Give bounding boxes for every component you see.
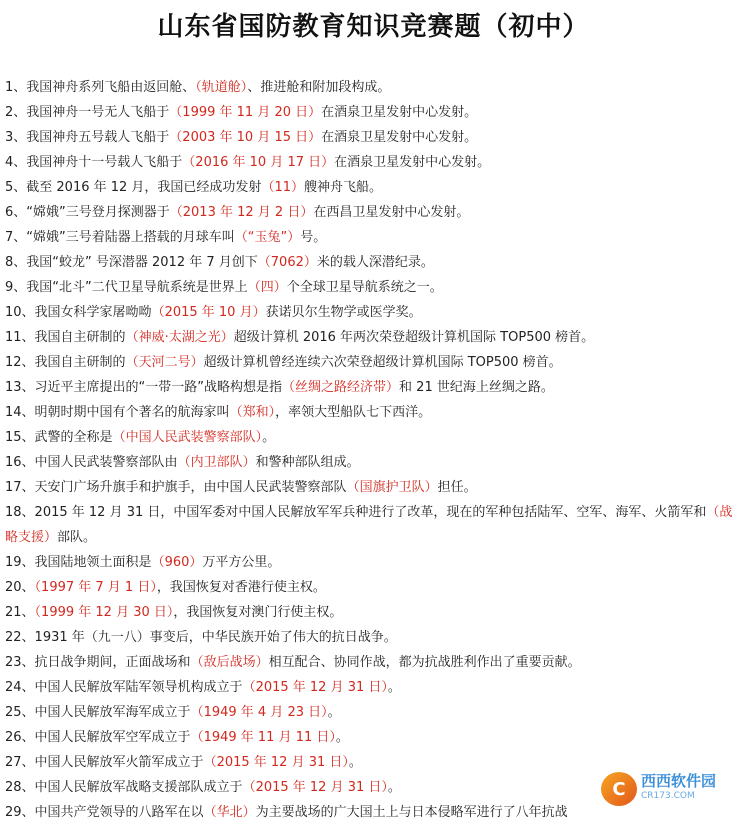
- question-text: 我国神舟五号载人飞船于: [26, 130, 170, 145]
- question-text: 我国神舟十一号载人飞船于: [26, 155, 183, 170]
- question-text: 中国人民解放军海军成立于: [34, 705, 191, 720]
- answer-text: （1949 年 4 月 23 日）: [190, 705, 328, 720]
- question-number: 7、: [5, 230, 27, 245]
- answer-text: （1999 年 11 月 20 日）: [169, 105, 322, 120]
- question-text-tail: 在酒泉卫星发射中心发射。: [334, 155, 491, 170]
- question-item: [5, 75, 741, 100]
- question-text-tail: 超级计算机 2016 年两次荣登超级计算机国际 TOP500 榜首。: [233, 330, 595, 345]
- question-number: 5、: [5, 180, 27, 195]
- question-item: [5, 375, 741, 400]
- question-text-tail: 在酒泉卫星发射中心发射。: [321, 130, 478, 145]
- answer-text: （四）: [247, 280, 287, 295]
- question-item: [5, 500, 741, 550]
- question-text: “嫦娥”三号着陆器上搭载的月球车叫: [26, 230, 235, 245]
- answer-text: （960）: [151, 555, 203, 570]
- answer-text: （战略支援）: [5, 505, 733, 545]
- answer-text: （2013 年 12 月 2 日）: [169, 205, 314, 220]
- question-text-tail: 。: [262, 430, 276, 445]
- question-number: 16、: [5, 455, 35, 470]
- question-text: 武警的全称是: [34, 430, 113, 445]
- question-item: [5, 125, 741, 150]
- question-text-tail: 为主要战场的广大国土上与日本侵略军进行了八年抗战: [255, 805, 568, 820]
- answer-text: （2015 年 12 月 31 日）: [203, 755, 349, 770]
- question-item: [5, 650, 741, 675]
- question-number: 8、: [5, 255, 27, 270]
- question-number: 23、: [5, 655, 35, 670]
- question-text-tail: 。: [327, 705, 341, 720]
- question-text: 我国神舟系列飞船由返回舱、: [26, 80, 196, 95]
- question-text: 2015 年 12 月 31 日，中国军委对中国人民解放军军兵种进行了改革，现在的军种包括陆军、空军、海军、火箭军和: [34, 505, 707, 520]
- question-text-tail: 万平方公里。: [202, 555, 281, 570]
- question-item: [5, 625, 741, 650]
- watermark-main-text: 西西软件园: [641, 772, 717, 790]
- question-text-tail: 获诺贝尔生物学或医学奖。: [265, 305, 422, 320]
- question-number: 19、: [5, 555, 35, 570]
- question-number: 3、: [5, 130, 27, 145]
- question-number: 20、: [5, 580, 35, 595]
- question-number: 4、: [5, 155, 27, 170]
- question-text-tail: 在西昌卫星发射中心发射。: [313, 205, 470, 220]
- question-number: 15、: [5, 430, 35, 445]
- answer-text: （1997 年 7 月 1 日）: [34, 580, 157, 595]
- question-item: [5, 350, 741, 375]
- question-number: 21、: [5, 605, 35, 620]
- question-item: [5, 100, 741, 125]
- question-text-tail: 。: [348, 755, 362, 770]
- question-item: [5, 225, 741, 250]
- question-text-tail: 部队。: [57, 530, 97, 545]
- question-number: 29、: [5, 805, 35, 820]
- question-item: [5, 425, 741, 450]
- question-text-tail: 和 21 世纪海上丝绸之路。: [399, 380, 554, 395]
- question-text-tail: 相互配合、协同作战，都为抗战胜利作出了重要贡献。: [268, 655, 581, 670]
- question-text: 我国陆地领土面积是: [34, 555, 152, 570]
- question-text-tail: 在酒泉卫星发射中心发射。: [321, 105, 478, 120]
- question-text-tail: ，我国恢复对香港行使主权。: [156, 580, 326, 595]
- question-number: 17、: [5, 480, 35, 495]
- question-text: 习近平主席提出的“一带一路”战略构想是指: [34, 380, 283, 395]
- question-text: 我国自主研制的: [34, 355, 126, 370]
- answer-text: （中国人民武装警察部队）: [112, 430, 263, 445]
- answer-text: （11）: [261, 180, 304, 195]
- question-number: 14、: [5, 405, 35, 420]
- question-text-tail: 超级计算机曾经连续六次荣登超级计算机国际 TOP500 榜首。: [203, 355, 562, 370]
- question-text-tail: 。: [335, 730, 349, 745]
- question-text: 1931 年（九一八）事变后，中华民族开始了伟大的抗日战争。: [34, 630, 397, 645]
- question-text: 我国女科学家屠呦呦: [34, 305, 152, 320]
- question-text-tail: 个全球卫星导航系统之一。: [286, 280, 443, 295]
- question-number: 28、: [5, 780, 35, 795]
- question-number: 1、: [5, 80, 27, 95]
- question-text: “嫦娥”三号登月探测器于: [26, 205, 170, 220]
- question-text-tail: 。: [387, 680, 401, 695]
- question-text: 截至 2016 年 12 月，我国已经成功发射: [26, 180, 262, 195]
- question-item: [5, 550, 741, 575]
- question-item: [5, 725, 741, 750]
- question-item: [5, 400, 741, 425]
- answer-text: （国旗护卫队）: [346, 480, 438, 495]
- question-number: 12、: [5, 355, 35, 370]
- question-number: 10、: [5, 305, 35, 320]
- answer-text: （2015 年 10 月）: [151, 305, 266, 320]
- question-item: [5, 175, 741, 200]
- answer-text: （内卫部队）: [177, 455, 256, 470]
- answer-text: （华北）: [203, 805, 256, 820]
- question-text: 中国共产党领导的八路军在以: [34, 805, 204, 820]
- question-text-tail: 和警种部队组成。: [255, 455, 360, 470]
- question-item: [5, 675, 741, 700]
- question-text: 我国自主研制的: [34, 330, 126, 345]
- watermark-text: [641, 774, 716, 804]
- question-text-tail: 号。: [300, 230, 327, 245]
- question-text-tail: 担任。: [437, 480, 477, 495]
- answer-text: （2015 年 12 月 31 日）: [242, 680, 388, 695]
- question-number: 26、: [5, 730, 35, 745]
- answer-text: （轨道舱）: [195, 80, 248, 95]
- watermark-logo-icon: C: [601, 772, 637, 806]
- question-text-tail: 艘神舟飞船。: [303, 180, 382, 195]
- question-text: 中国人民解放军战略支援部队成立于: [34, 780, 243, 795]
- site-watermark: [601, 770, 733, 808]
- question-text: 中国人民解放军火箭军成立于: [34, 755, 204, 770]
- question-item: [5, 475, 741, 500]
- question-text: 中国人民武装警察部队由: [34, 455, 178, 470]
- question-text: 中国人民解放军陆军领导机构成立于: [34, 680, 243, 695]
- question-text-tail: ，率领大型船队七下西洋。: [275, 405, 432, 420]
- question-text: 天安门广场升旗手和护旗手，由中国人民武装警察部队: [34, 480, 347, 495]
- answer-text: （1999 年 12 月 30 日）: [34, 605, 174, 620]
- watermark-sub-text: CR173.COM: [641, 791, 695, 801]
- question-item: [5, 150, 741, 175]
- question-item: [5, 600, 741, 625]
- question-item: [5, 325, 741, 350]
- question-text: 抗日战争期间，正面战场和: [34, 655, 191, 670]
- question-number: 18、: [5, 505, 35, 520]
- answer-text: （神威·太湖之光）: [125, 330, 234, 345]
- question-number: 13、: [5, 380, 35, 395]
- question-number: 9、: [5, 280, 27, 295]
- answer-text: （2016 年 10 月 17 日）: [182, 155, 335, 170]
- question-number: 27、: [5, 755, 35, 770]
- answer-text: （7062）: [257, 255, 317, 270]
- answer-text: （天河二号）: [125, 355, 204, 370]
- answer-text: （丝绸之路经济带）: [282, 380, 400, 395]
- question-text: 明朝时期中国有个著名的航海家叫: [34, 405, 230, 420]
- answer-text: （2015 年 12 月 31 日）: [242, 780, 388, 795]
- question-number: 22、: [5, 630, 35, 645]
- question-item: [5, 450, 741, 475]
- answer-text: （“玉兔”）: [234, 230, 301, 245]
- page-title: 山东省国防教育知识竞赛题（初中）: [157, 12, 590, 42]
- answer-text: （1949 年 11 月 11 日）: [190, 730, 336, 745]
- question-text-tail: 米的载人深潜纪录。: [316, 255, 434, 270]
- question-item: [5, 700, 741, 725]
- question-text: 我国神舟一号无人飞船于: [26, 105, 170, 120]
- question-item: [5, 300, 741, 325]
- question-text-tail: ，我国恢复对澳门行使主权。: [173, 605, 343, 620]
- answer-text: （2003 年 10 月 15 日）: [169, 130, 322, 145]
- question-text-tail: 。: [387, 780, 401, 795]
- question-item: [5, 200, 741, 225]
- question-number: 6、: [5, 205, 27, 220]
- question-item: [5, 250, 741, 275]
- question-number: 25、: [5, 705, 35, 720]
- question-list: [5, 75, 741, 825]
- question-number: 11、: [5, 330, 35, 345]
- question-text: 我国“北斗”二代卫星导航系统是世界上: [26, 280, 248, 295]
- question-item: [5, 575, 741, 600]
- question-text-tail: 、推进舱和附加段构成。: [247, 80, 391, 95]
- question-text: 我国“蛟龙” 号深潜器 2012 年 7 月创下: [26, 255, 258, 270]
- question-item: [5, 275, 741, 300]
- question-text: 中国人民解放军空军成立于: [34, 730, 191, 745]
- answer-text: （敌后战场）: [190, 655, 269, 670]
- question-number: 2、: [5, 105, 27, 120]
- question-number: 24、: [5, 680, 35, 695]
- answer-text: （郑和）: [229, 405, 276, 420]
